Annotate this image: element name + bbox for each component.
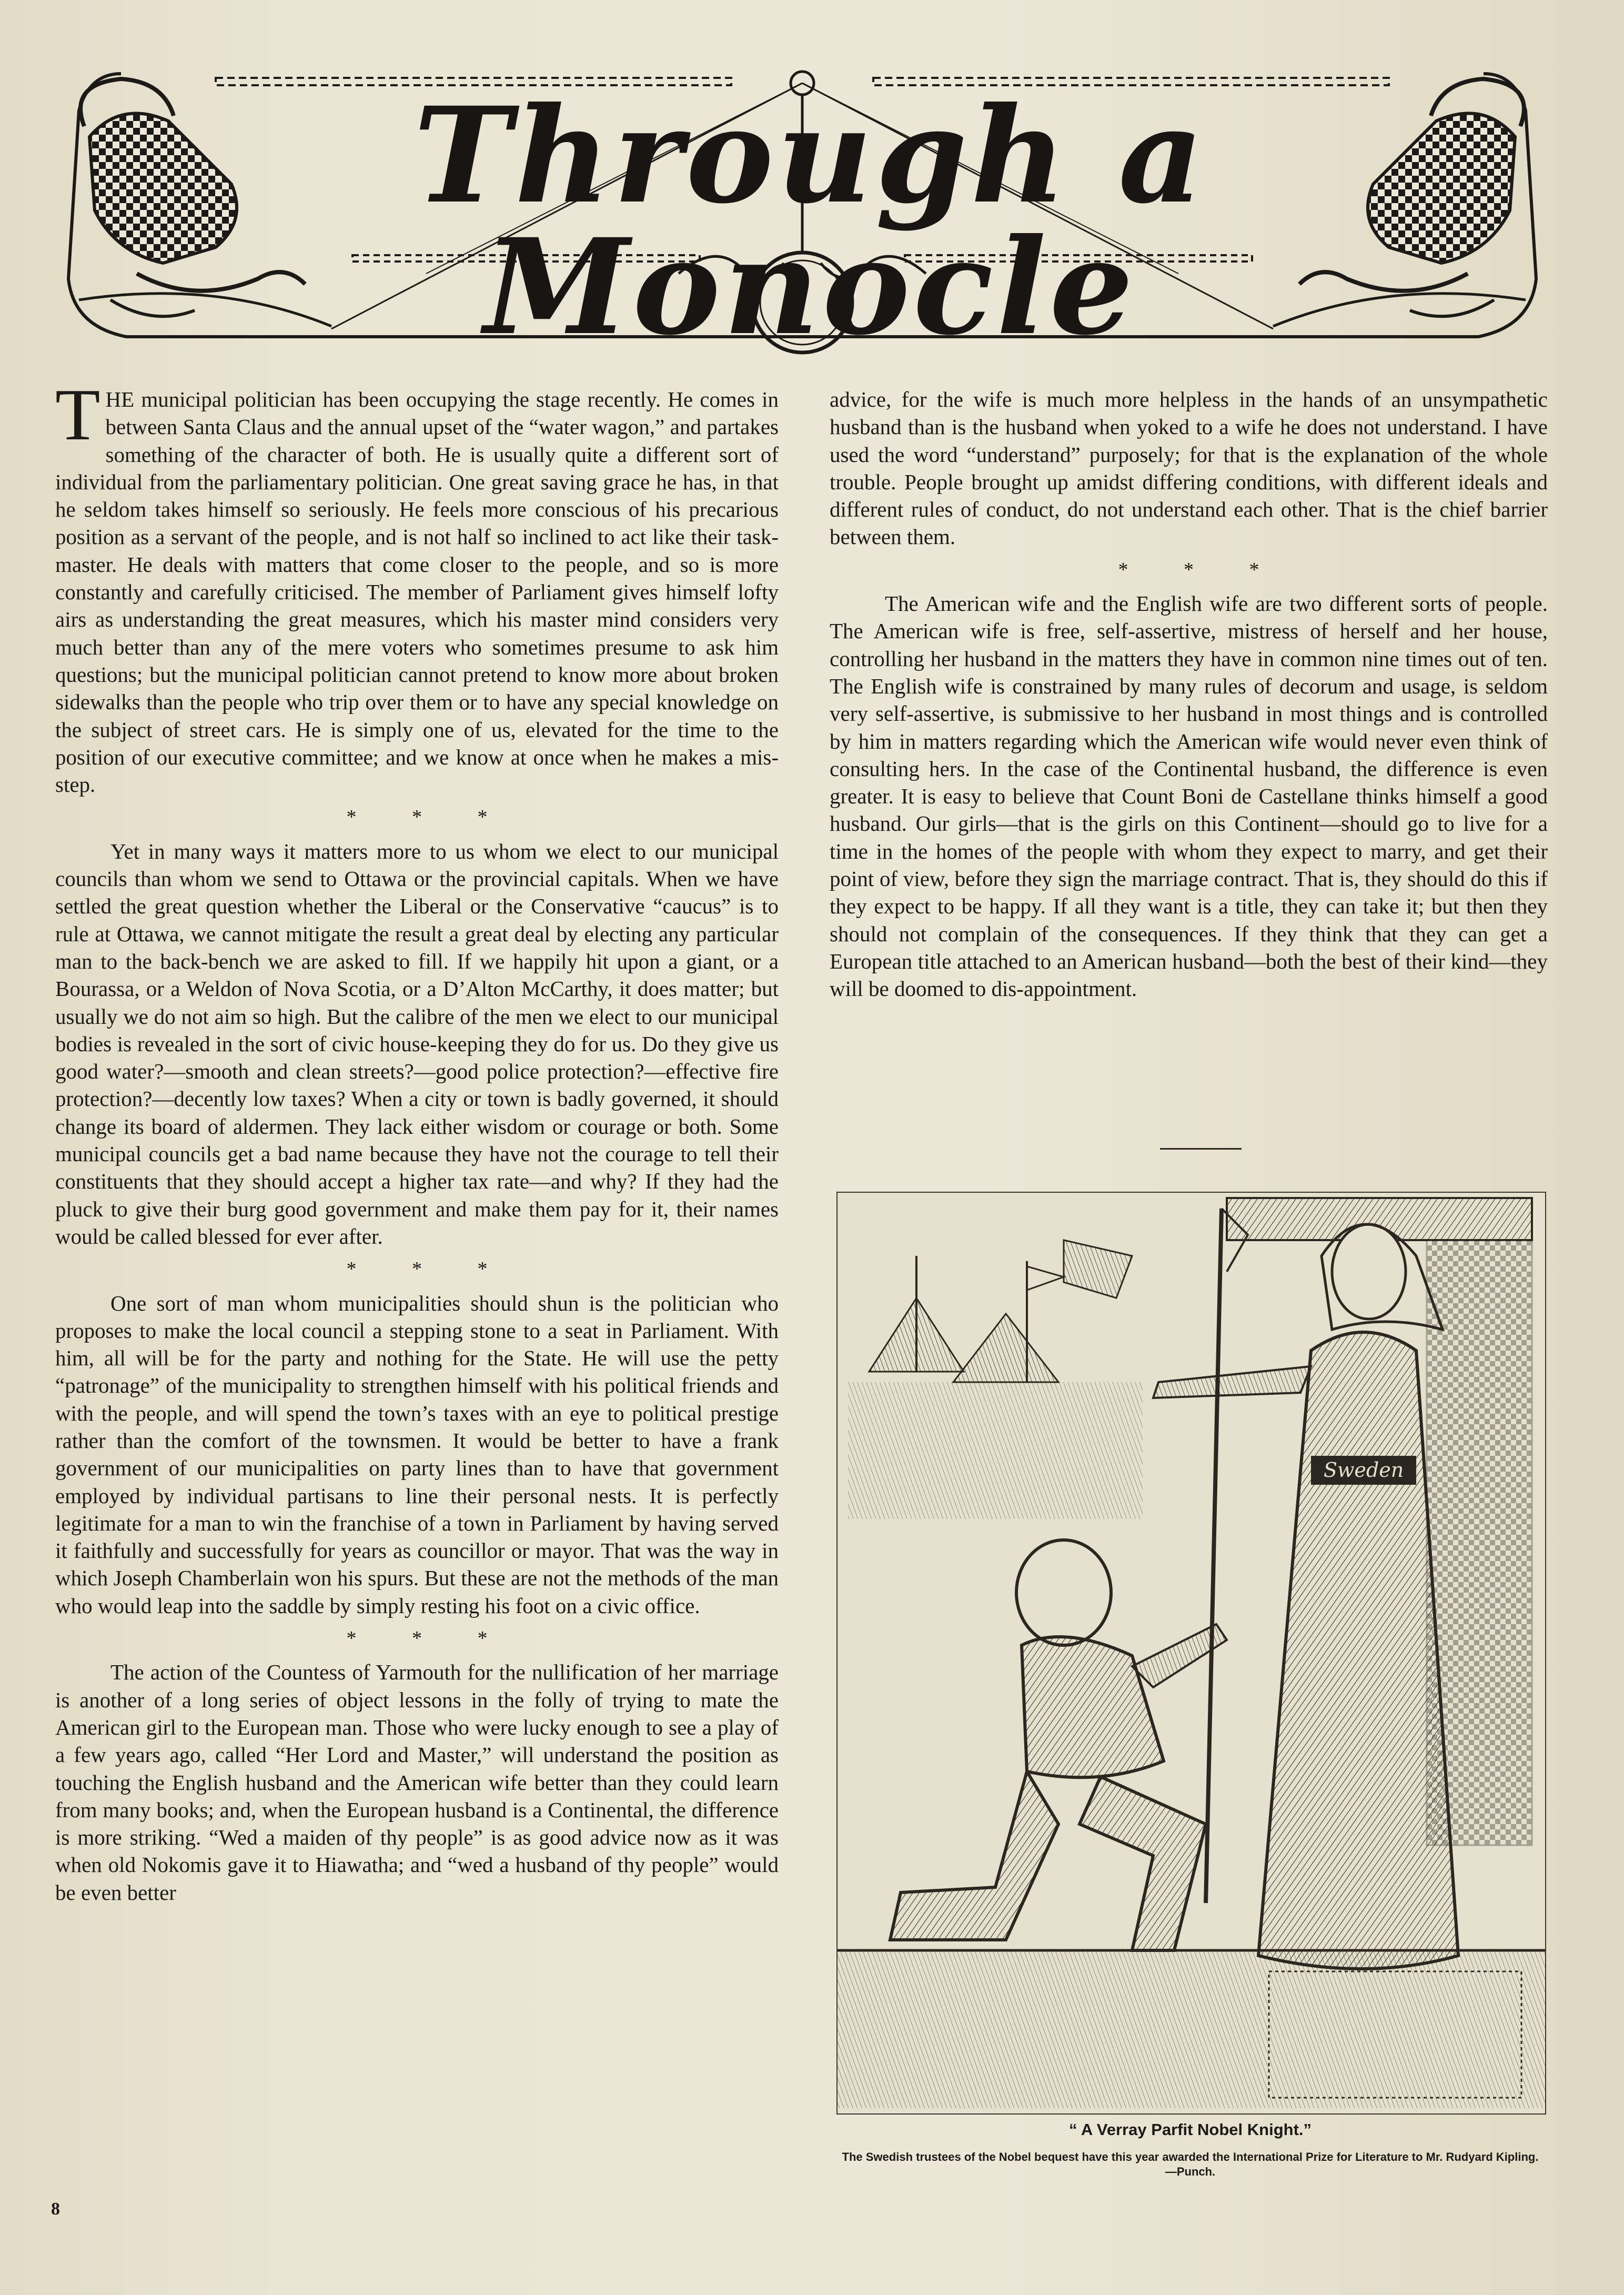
paragraph-text: HE municipal politician has been occupying the stage recently. He comes in between Santa Claus and the annual upset of the “water wagon,” and partakes something of the character of both. He is usually quite a different sort of individual from the parliamentary politician. One great saving grace he has, in that he seldom takes himself so seriously. He feels more conscious of his precarious position as a servant of the people, and is not half so inclined to act like their task-master. He deals with matters that come closer to the people, and so is more constantly and carefully criticised. The member of Parliament gives himself lofty airs as understanding the great measures, which his master mind considers very much better than any of the mere voters who sometimes presume to ask him questions; but the municipal politician cannot pretend to know more about broken sidewalks than the people who trip over them or to have any special knowledge on the subject of street cars. He is simply one of us, elevated for the time to the position of our executive committee; and we know at once when he makes a mis-step.: [55, 387, 779, 797]
article-paragraph: One sort of man whom municipalities should shun is the politician who proposes to make the local council a stepping stone to a seat in Parliament. With him, all will be for the party and nothing for the State. He will use the petty “patronage” of the municipality to strengthen himself with his political friends and with the people, and will spend the town’s taxes with an eye to political prestige rather than the comfort of the townsmen. It would be better to have a frank government of our municipalities on party lines than to have that government employed by individual partisans to line their personal nests. It is perfectly legitimate for a man to win the franchise of a town in Parliament by having served it faithfully and successfully for years as councillor or mayor. That was the way in which Joseph Chamberlain won his spurs. But these are not the methods of the man who would leap into the saddle by simply resting his foot on a civic office.: [55, 1291, 779, 1618]
section-separator: * * *: [346, 806, 513, 829]
section-rule: [1160, 1148, 1242, 1150]
article-paragraph: Yet in many ways it matters more to us whom we elect to our municipal councils than whom we send to Ottawa or the provincial capitals. When we have settled the great question whether the Liberal or the Conservative “caucus” is to rule at Ottawa, we cannot mitigate the result a great deal by electing any particular man to the back-bench we are asked to fill. If we happily hit upon a giant, or a Bourassa, or a Weldon of Nova Scotia, or a D’Alton McCarthy, it does matter; but usually we do not aim so high. But the calibre of the men we elect to our municipal bodies is revealed in the sort of civic house-keeping they do for us. Do they give us good water?—smooth and clean streets?—good police protection?—effective fire protection?—decently low taxes? When a city or town is badly governed, it should change its board of aldermen. They lack either wisdom or courage or both. Some municipal councils get a bad name because they have not the courage to tell their constituents that they should accept a higher tax rate—and why? If they had the pluck to give their burg good government and make them pay for it, their names would be called blessed for ever after.: [55, 839, 779, 1249]
article-paragraph: The American wife and the English wife are two different sorts of people. The American wife is free, self-assertive, mistress of herself and her house, controlling her husband in the matters they have in common nine times out of ten. The English wife is constrained by many rules of decorum and usage, is seldom very self-assertive, is submissive to her husband in most things and is controlled by him in matters regarding which the American wife would never even think of consulting hers. In the case of the Continental husband, the difference is even greater. It is easy to believe that Count Boni de Castellane thinks himself a good husband. Our girls—that is the girls on this Continent—should go to live for a time in the homes of the people with whom they expect to marry, and get their point of view, before they sign the marriage contract. That is, they should do this if they expect to be happy. If all they want is a title, they can take it; but then they should not complain of the consequences. If they think that they can get a European title attached to an American husband—both the best of their kind—they will be doomed to dis-appointment.: [830, 591, 1548, 1001]
article-paragraph: [55, 374, 779, 798]
article-paragraph: The action of the Countess of Yarmouth for the nullification of her marriage is another of a long series of object lessons in the folly of trying to mate the American girl to the European man. Those who were lucky enough to see a play of a few years ago, called “Her Lord and Master,” will understand the position as touching the English husband and the American wife better than they could learn from many books; and, when the European husband is a Continental, the difference is more striking. “Wed a maiden of thy people” is as good advice now as it was when old Nokomis gave it to Hiawatha; and “wed a husband of thy people” would be even better: [55, 1660, 779, 1905]
page-number: 8: [51, 2199, 60, 2219]
article-left-column: [55, 374, 779, 1906]
masthead-title: Through a Monocle: [413, 78, 1207, 364]
drop-cap: T: [55, 374, 100, 456]
section-separator: * * *: [1118, 558, 1285, 581]
illustration-caption-title: “ A Verray Parfit Nobel Knight.”: [1068, 2120, 1312, 2139]
sash-label: Sweden: [1323, 1458, 1404, 1482]
section-separator: * * *: [346, 1258, 513, 1281]
section-separator: * * *: [346, 1627, 513, 1650]
illustration-caption-credit: The Swedish trustees of the Nobel bequest have this year awarded the International Prize for Literature to Mr. Rudyard Kipling.—Punch.: [842, 2150, 1539, 2178]
article-right-column: [830, 386, 1548, 1003]
cartoon-illustration: [836, 1192, 1546, 2115]
article-paragraph: advice, for the wife is much more helpless in the hands of an unsympathetic husband than is the husband when yoked to a wife he does not understand. I have used the word “understand” purposely; for that is the explanation of the whole trouble. People brought up amidst differing conditions, with different ideals and different rules of conduct, do not understand each other. That is the chief barrier between them.: [830, 387, 1548, 549]
